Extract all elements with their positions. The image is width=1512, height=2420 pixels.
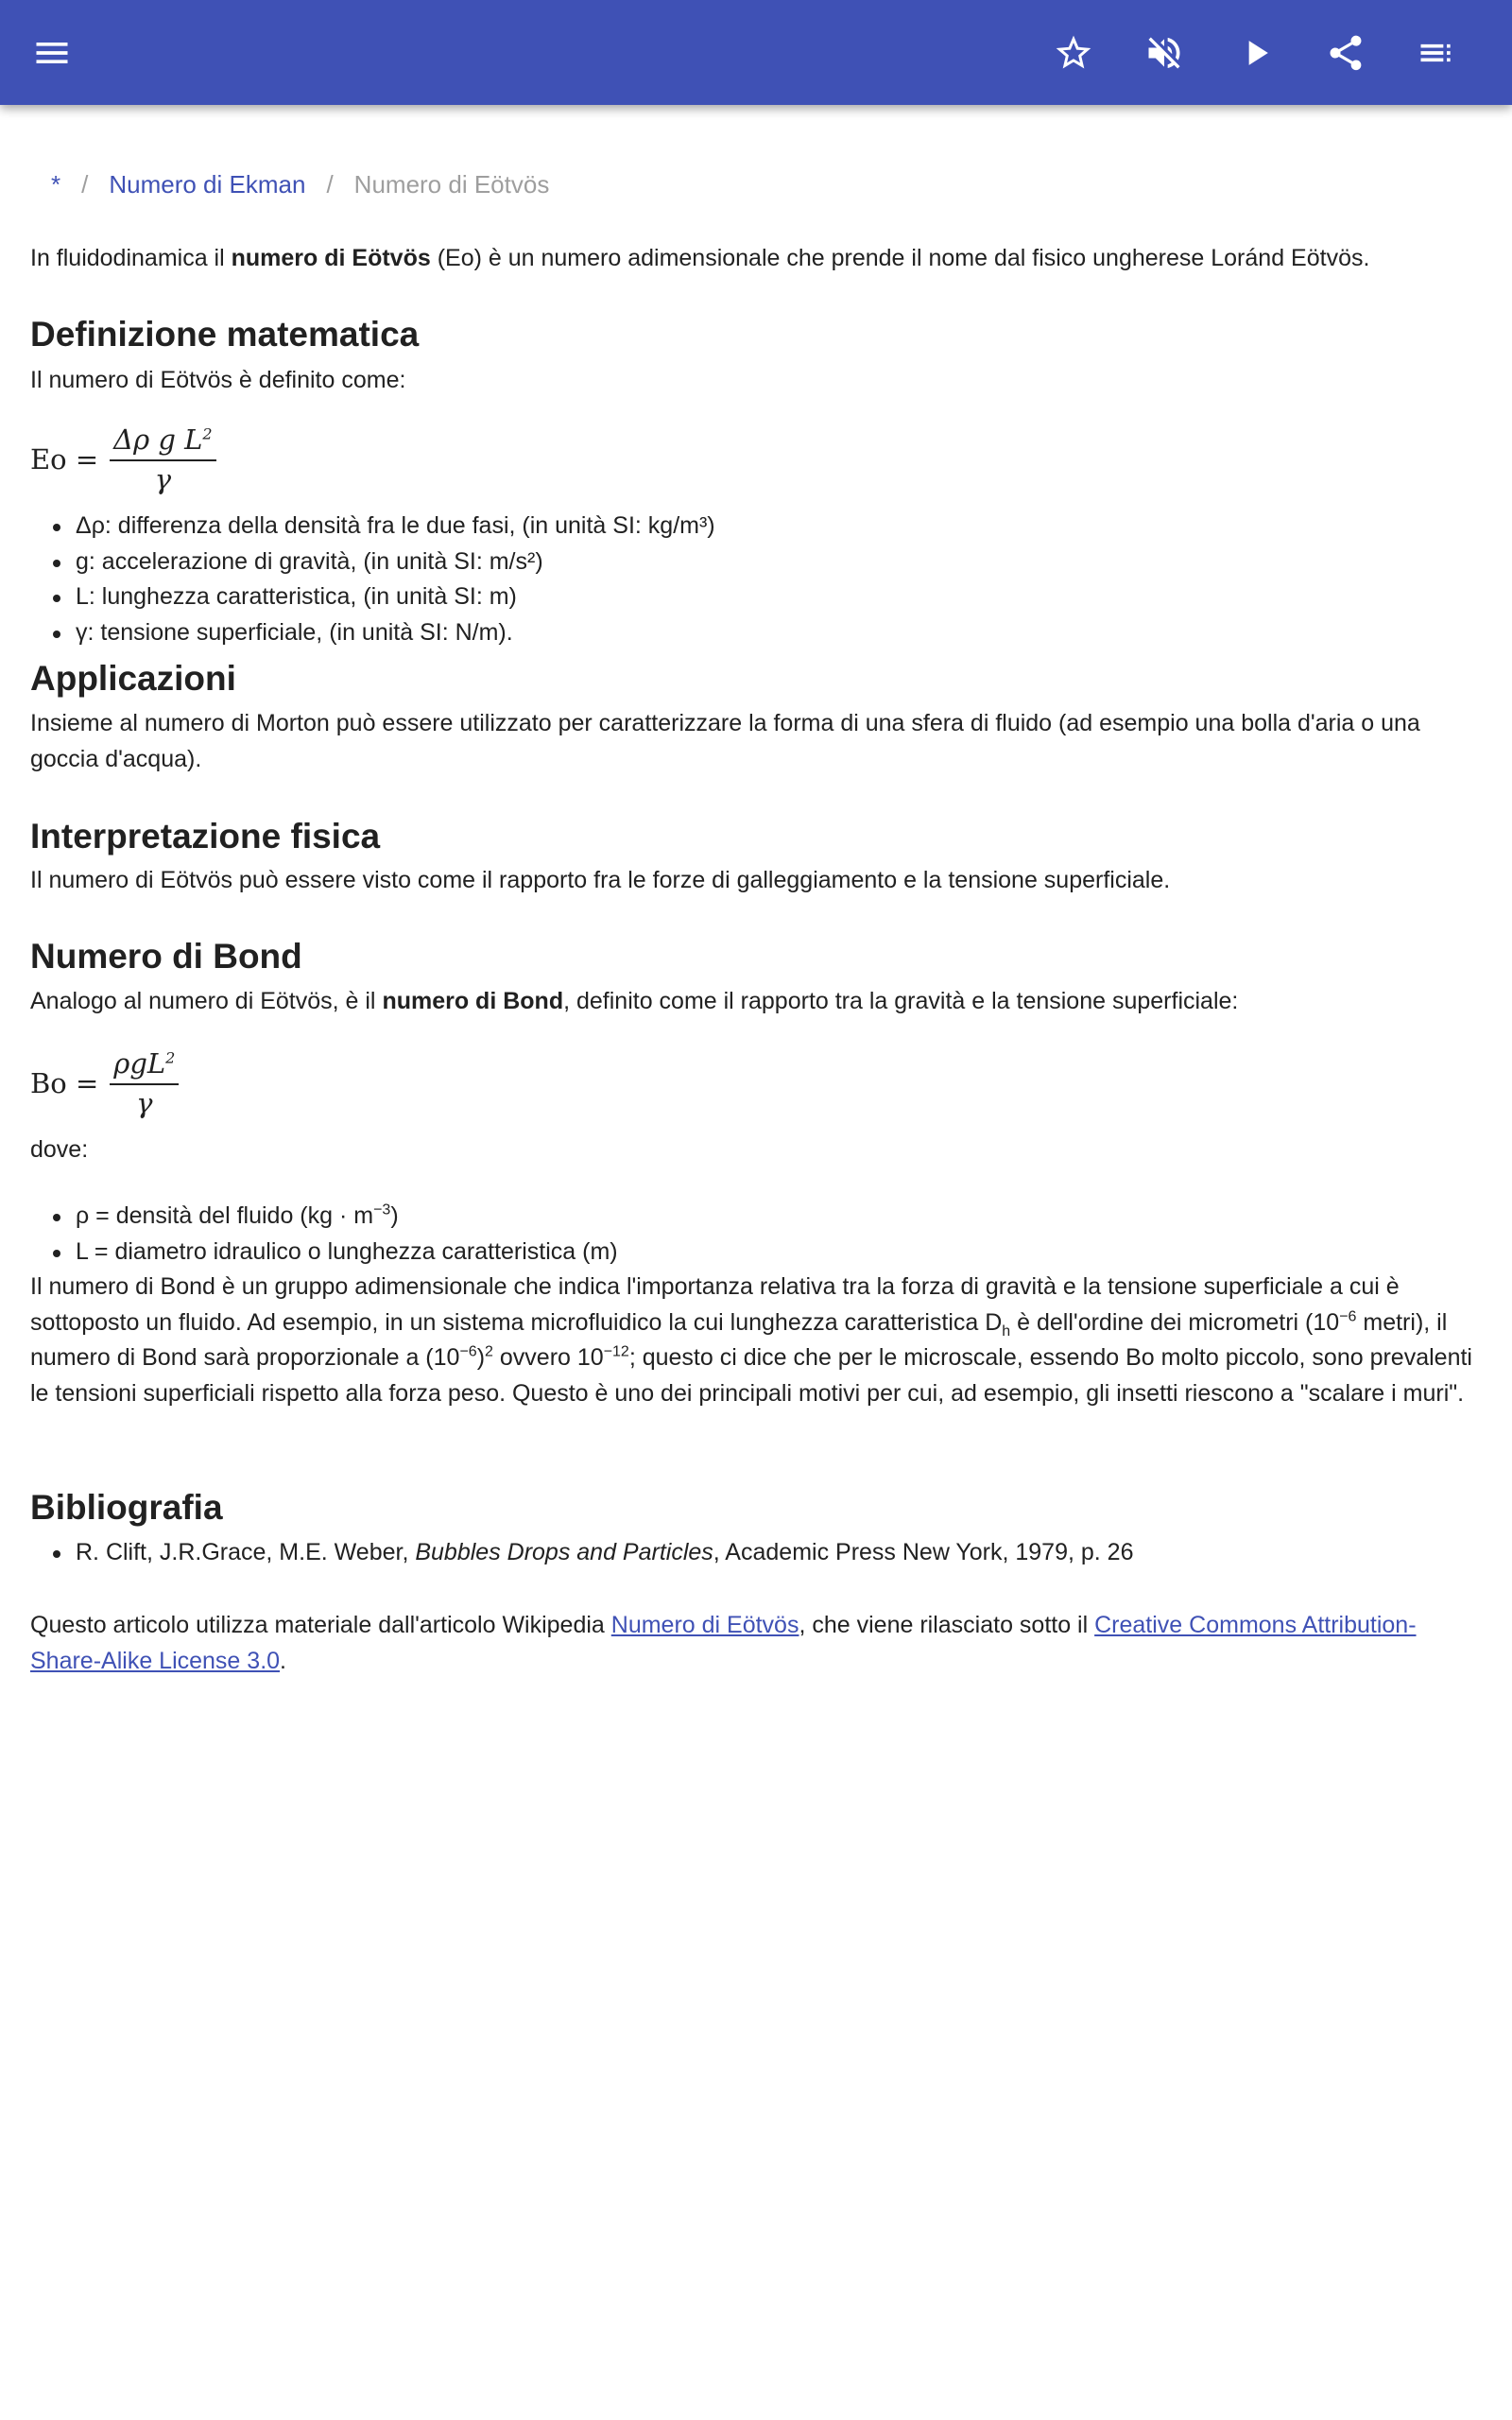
menu-icon [31,32,73,74]
text: , che viene rilasciato sotto il [799,1612,1095,1638]
text: (Eo) è un numero adimensionale che prende il nome dal fisico ungherese Loránd Eötvös. [430,245,1370,271]
list-item: g: accelerazione di gravità, (in unità SI: m/s²) [76,544,715,580]
breadcrumb-separator: / [81,170,89,199]
star-icon [1053,32,1094,74]
bold-term: numero di Eötvös [231,245,431,271]
play-button[interactable] [1232,29,1280,77]
list-item: Δρ: differenza della densità fra le due fasi, (in unità SI: kg/m³) [76,509,715,544]
definition-text: Il numero di Eötvös è definito come: [30,367,406,393]
text: Analogo al numero di Eötvös, è il [30,988,383,1014]
bold-term: numero di Bond [382,988,564,1014]
heading-bond: Numero di Bond [30,937,302,976]
heading-bibliography: Bibliografia [30,1488,223,1527]
formula-lhs: Bo = [30,1067,99,1099]
bond-explanation [30,1270,1486,1411]
exponent: −3 [373,1201,391,1219]
subscript: h [1002,1322,1011,1340]
share-icon [1325,32,1366,74]
text: ρ = densità del fluido (kg · m [76,1202,374,1229]
wikipedia-article-link[interactable]: Numero di Eötvös [610,1612,799,1638]
list-item: γ: tensione superficiale, (in unità SI: N/m). [76,615,715,651]
formula-exponent: 2 [202,424,213,443]
text: . [280,1647,286,1674]
exponent: −6 [1339,1308,1357,1325]
eotvos-formula [30,424,216,495]
app-bar [0,0,1512,105]
breadcrumb-current: Numero di Eötvös [353,170,550,199]
intro-paragraph [30,241,1486,277]
text: metri), il numero di Bond sarà proporzionale a (10 [30,1308,1448,1371]
breadcrumb-parent[interactable]: Numero di Ekman [109,170,306,199]
formula-numerator: ρgL [113,1047,166,1080]
volume-off-icon [1143,32,1185,74]
mute-button[interactable] [1141,29,1188,77]
bond-formula [30,1047,179,1119]
breadcrumb [51,170,549,199]
formula-exponent: 2 [165,1048,176,1067]
text: , Academic Press New York, 1979, p. 26 [713,1539,1134,1565]
license-footer [30,1608,1486,1679]
menu-button[interactable] [28,29,76,77]
list-item: L = diametro idraulico o lunghezza caratteristica (m) [76,1235,618,1270]
breadcrumb-separator: / [326,170,334,199]
text: ovvero 10 [492,1344,604,1371]
formula-lhs: Eo = [30,443,99,475]
dove-label: dove: [30,1136,89,1163]
variables-list [76,509,715,650]
heading-definition: Definizione matematica [30,315,420,354]
breadcrumb-home[interactable]: * [51,170,61,199]
applications-text: Insieme al numero di Morton può essere utilizzato per caratterizzare la forma di una sfera di fluido (ad esempio una bolla d'aria o una goccia d'acqua). [30,710,1420,772]
text: ) [476,1344,486,1371]
share-button[interactable] [1322,29,1369,77]
text: è dell'ordine dei micrometri (10 [1010,1308,1340,1336]
heading-applications: Applicazioni [30,659,236,698]
text: Questo articolo utilizza materiale dall'articolo Wikipedia [30,1612,611,1638]
interpretation-text: Il numero di Eötvös può essere visto come il rapporto fra le forze di galleggiamento e la tensione superficiale. [30,867,1171,893]
formula-denominator: γ [136,1087,153,1119]
book-title: Bubbles Drops and Particles [415,1539,713,1565]
bond-intro [30,984,1486,1020]
exponent: −12 [603,1343,629,1360]
text: R. Clift, J.R.Grace, M.E. Weber, [76,1539,416,1565]
formula-numerator: Δρ g L [113,424,203,456]
exponent: −6 [459,1343,477,1360]
bookmark-button[interactable] [1050,29,1097,77]
heading-interpretation: Interpretazione fisica [30,817,381,856]
playlist-icon [1416,32,1457,74]
formula-denominator: γ [154,463,172,495]
text: , definito come il rapporto tra la gravità e la tensione superficiale: [563,988,1239,1014]
license-link[interactable]: Creative Commons Attribution-Share-Alike License 3.0 [30,1612,1417,1674]
text: ) [390,1202,399,1229]
exponent: 2 [485,1343,493,1360]
bond-variables-list [76,1199,618,1270]
list-item [76,1535,1134,1571]
text: In fluidodinamica il [30,245,232,271]
play-icon [1235,32,1277,74]
text: ; questo ci dice che per le microscale, essendo Bo molto piccolo, sono prevalenti le tensioni superficiali rispetto alla forza peso. Questo è uno dei principali motivi per cui, ad esempio, gli insetti riescono a "scalare i muri". [30,1344,1472,1407]
contents-button[interactable] [1413,29,1460,77]
list-item: L: lunghezza caratteristica, (in unità SI: m) [76,579,715,615]
text: Il numero di Bond è un gruppo adimensionale che indica l'importanza relativa tra la forza di gravità e la tensione superficiale a cui è sottoposto un fluido. Ad esempio, in un sistema microfluidico la cui lunghezza caratteristica D [30,1273,1400,1336]
bibliography-list [76,1535,1134,1571]
list-item [76,1199,618,1235]
